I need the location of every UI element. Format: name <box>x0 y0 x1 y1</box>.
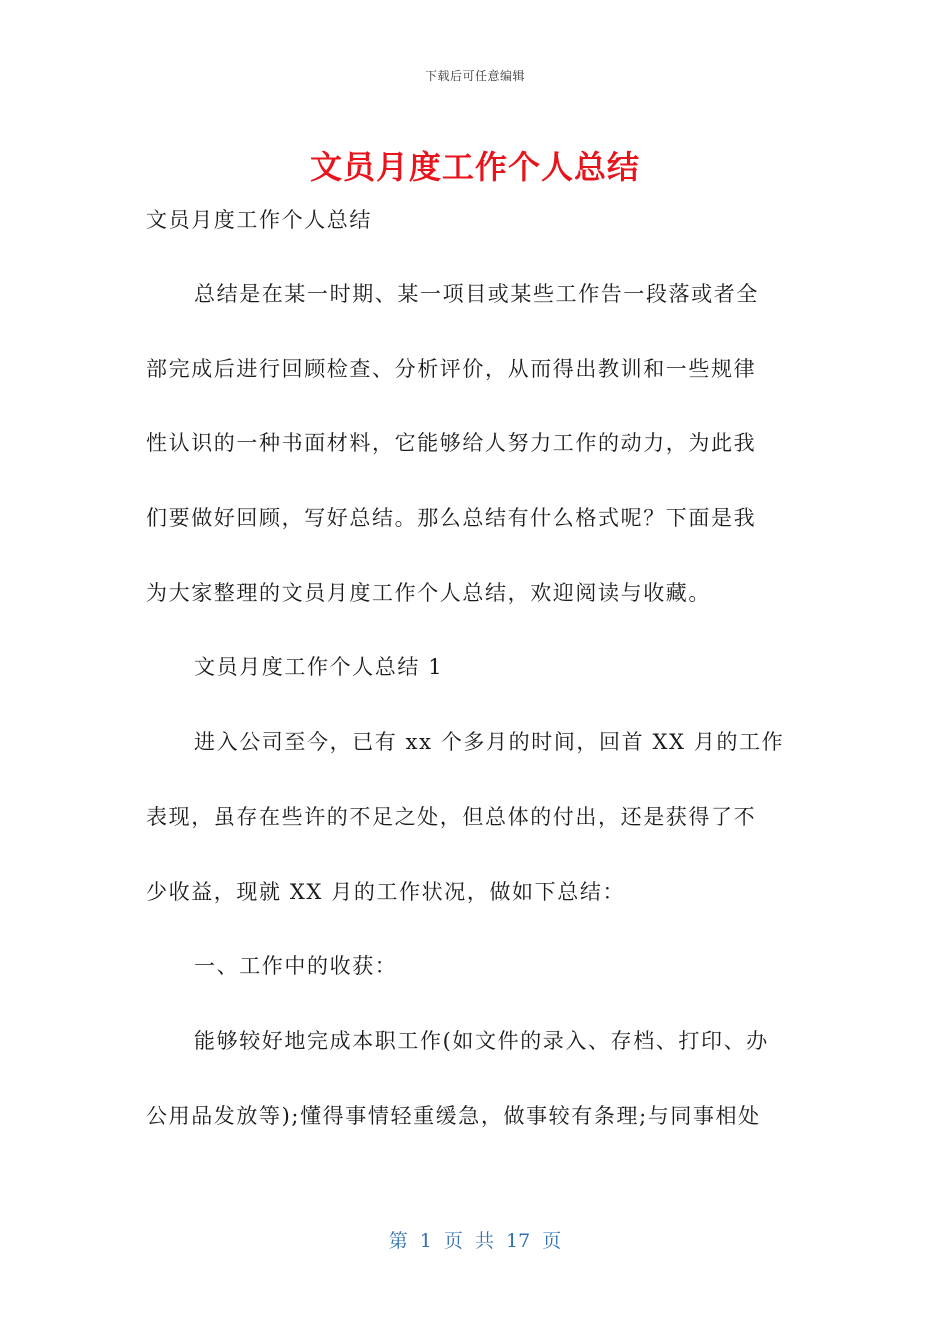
body-line-subtitle: 文员月度工作个人总结 <box>146 208 372 232</box>
body-paragraph-line: 少收益，现就 XX 月的工作状况，做如下总结： <box>146 879 626 904</box>
document-title: 文员月度工作个人总结 <box>309 148 640 186</box>
page-number-footer: 第 1 页 共 17 页 <box>388 1230 562 1252</box>
body-paragraph-line: 为大家整理的文员月度工作个人总结，欢迎阅读与收藏。 <box>146 580 711 605</box>
body-paragraph-line: 总结是在某一时期、某一项目或某些工作告一段落或者全 <box>194 282 759 306</box>
body-paragraph-line: 部完成后进行回顾检查、分析评价，从而得出教训和一些规律 <box>146 356 757 381</box>
body-paragraph-line: 们要做好回顾，写好总结。那么总结有什么格式呢？下面是我 <box>146 506 757 531</box>
body-paragraph-line: 进入公司至今，已有 xx 个多月的时间，回首 XX 月的工作 <box>194 730 785 755</box>
body-paragraph-line: 表现，虽存在些许的不足之处，但总体的付出，还是获得了不 <box>146 804 757 829</box>
document-body <box>146 198 806 1168</box>
subsection-heading: 一、工作中的收获： <box>194 954 398 979</box>
body-paragraph-line: 性认识的一种书面材料，它能够给人努力工作的动力，为此我 <box>146 431 757 456</box>
header-note: 下载后可任意编辑 <box>424 69 525 83</box>
section-heading: 文员月度工作个人总结 1 <box>194 655 444 680</box>
body-paragraph-line: 能够较好地完成本职工作(如文件的录入、存档、打印、办 <box>194 1028 769 1053</box>
body-paragraph-line: 公用品发放等);懂得事情轻重缓急，做事较有条理;与同事相处 <box>146 1103 761 1128</box>
